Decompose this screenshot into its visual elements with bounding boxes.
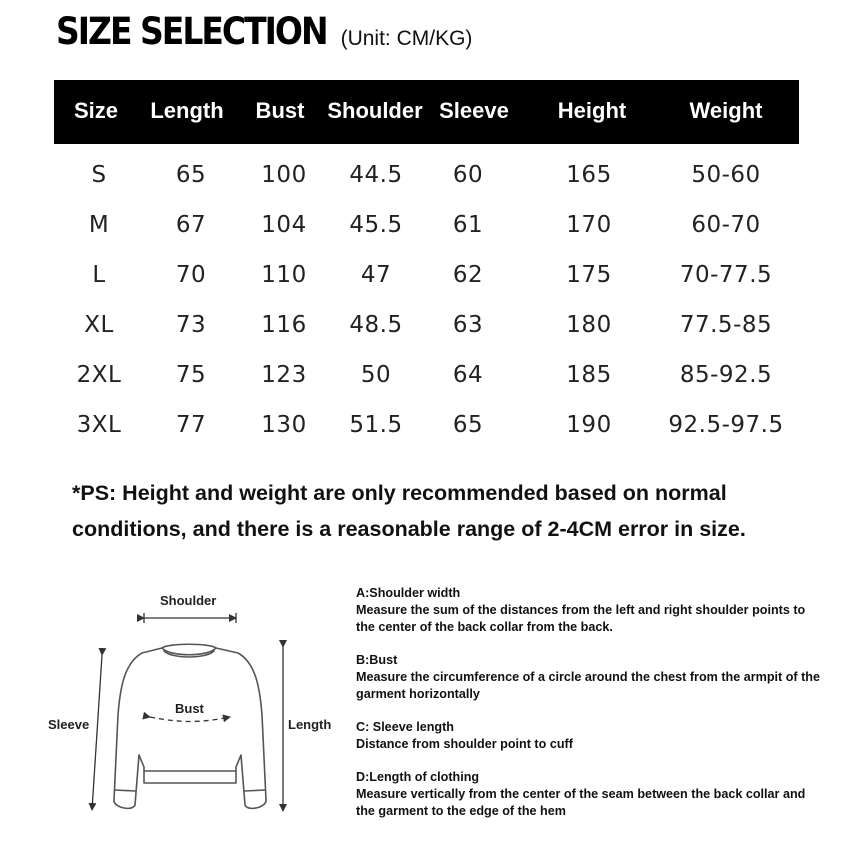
cell-height: 185 <box>566 362 612 388</box>
ps-note-line1: *PS: Height and weight are only recommended based on normal <box>72 481 727 505</box>
cell-bust: 123 <box>261 362 307 388</box>
cell-height: 165 <box>566 162 612 188</box>
cell-bust: 104 <box>261 212 307 238</box>
cell-weight: 60-70 <box>691 212 761 238</box>
title-row <box>56 9 473 53</box>
cell-length: 65 <box>175 162 207 188</box>
cell-sleeve: 65 <box>452 412 484 438</box>
col-length-header: Length <box>150 98 224 123</box>
measurement-notes <box>356 585 826 836</box>
cell-bust: 110 <box>261 262 307 288</box>
col-bust-header: Bust <box>255 98 305 123</box>
note-title: B:Bust <box>356 653 398 667</box>
note-text: Measure vertically from the center of the seam between the back collar and the garment to the edge of the hem <box>356 787 806 818</box>
table-row <box>54 304 799 354</box>
cell-weight: 50-60 <box>691 162 761 188</box>
cell-height: 170 <box>566 212 612 238</box>
note-text: Measure the circumference of a circle around the chest from the armpit of the garment horizontally <box>356 670 820 701</box>
col-size-header: Size <box>73 98 119 123</box>
cell-size: L <box>92 262 106 288</box>
cell-shoulder: 51.5 <box>349 412 403 438</box>
cell-sleeve: 61 <box>452 212 484 238</box>
cell-length: 73 <box>175 312 207 338</box>
cell-shoulder: 45.5 <box>349 212 403 238</box>
cell-sleeve: 62 <box>452 262 484 288</box>
cell-weight: 77.5-85 <box>679 312 773 338</box>
cell-shoulder: 50 <box>360 362 392 388</box>
cell-size: 2XL <box>76 362 122 388</box>
ps-note <box>72 475 832 547</box>
note-title: C: Sleeve length <box>356 720 454 734</box>
page-title: SIZE SELECTION <box>56 9 327 53</box>
cell-sleeve: 60 <box>452 162 484 188</box>
table-row <box>54 154 799 204</box>
col-weight-header: Weight <box>689 98 763 123</box>
sleeve-label: Sleeve <box>48 717 90 732</box>
cell-size: M <box>88 212 110 238</box>
length-label: Length <box>288 717 332 732</box>
cell-bust: 116 <box>261 312 307 338</box>
cell-shoulder: 44.5 <box>349 162 403 188</box>
col-height-header: Height <box>557 98 627 123</box>
note-title: D:Length of clothing <box>356 770 480 784</box>
cell-weight: 85-92.5 <box>679 362 773 388</box>
cell-weight: 92.5-97.5 <box>668 412 784 438</box>
cell-bust: 130 <box>261 412 307 438</box>
table-row <box>54 254 799 304</box>
cell-shoulder: 47 <box>360 262 392 288</box>
table-header <box>54 80 799 144</box>
sleeve-measure-line <box>92 655 102 810</box>
note-bust <box>356 652 826 703</box>
cell-size: XL <box>84 312 114 338</box>
cell-length: 70 <box>175 262 207 288</box>
size-table <box>54 80 799 438</box>
unit-label: (Unit: CM/KG) <box>340 27 473 50</box>
note-sleeve-length <box>356 719 826 753</box>
shoulder-label: Shoulder <box>160 593 217 608</box>
bust-measure-line <box>150 717 230 722</box>
cell-shoulder: 48.5 <box>349 312 403 338</box>
cell-height: 175 <box>566 262 612 288</box>
cell-bust: 100 <box>261 162 307 188</box>
col-shoulder-header: Shoulder <box>327 98 423 123</box>
cell-sleeve: 64 <box>452 362 484 388</box>
cell-sleeve: 63 <box>452 312 484 338</box>
cell-length: 75 <box>175 362 207 388</box>
cell-height: 190 <box>566 412 612 438</box>
cell-length: 77 <box>175 412 207 438</box>
col-sleeve-header: Sleeve <box>439 98 509 123</box>
note-text: Distance from shoulder point to cuff <box>356 737 573 751</box>
note-title: A:Shoulder width <box>356 586 461 600</box>
table-row <box>54 404 799 454</box>
note-clothing-length <box>356 769 826 820</box>
ps-note-line2: conditions, and there is a reasonable range of 2-4CM error in size. <box>72 517 746 541</box>
cell-length: 67 <box>175 212 207 238</box>
note-text: Measure the sum of the distances from the left and right shoulder points to the center of the back collar from the back. <box>356 603 806 634</box>
cell-height: 180 <box>566 312 612 338</box>
cell-weight: 70-77.5 <box>679 262 773 288</box>
cell-size: 3XL <box>76 412 122 438</box>
table-row <box>54 204 799 254</box>
cell-size: S <box>91 162 107 188</box>
measurement-diagram <box>40 585 350 835</box>
bust-label: Bust <box>175 701 204 716</box>
note-shoulder-width <box>356 585 826 636</box>
table-row <box>54 354 799 404</box>
